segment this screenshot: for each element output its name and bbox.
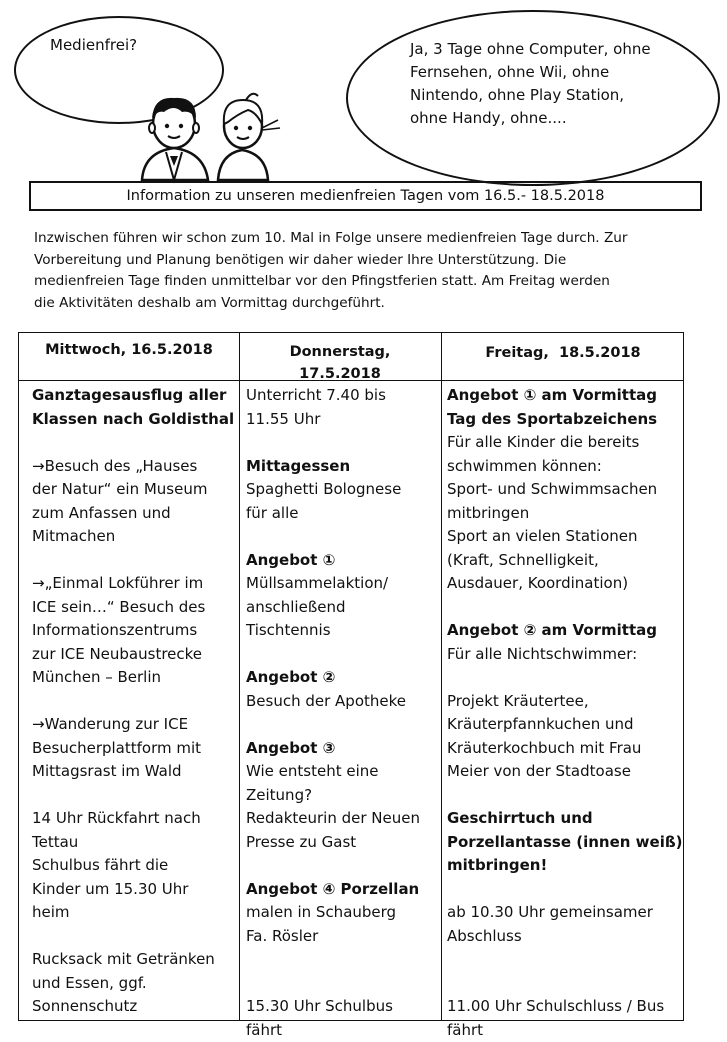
intro-line: medienfreien Tage finden unmittelbar vor den Pfingstferien statt. Am Freitag werden — [34, 271, 714, 293]
mittwoch-line: der Natur“ ein Museum — [32, 478, 234, 502]
freitag-line — [447, 878, 682, 902]
freitag-line: Geschirrtuch und — [447, 807, 682, 831]
donnerstag-line — [246, 525, 420, 549]
donnerstag-line: Müllsammelaktion/ — [246, 572, 420, 596]
intro-line: die Aktivitäten deshalb am Vormittag durchgeführt. — [34, 293, 714, 315]
donnerstag-line: Angebot ③ — [246, 737, 420, 761]
mittwoch-line: Mitmachen — [32, 525, 234, 549]
freitag-line: 11.00 Uhr Schulschluss / Bus — [447, 995, 682, 1019]
mittwoch-line — [32, 431, 234, 455]
donnerstag-line: Redakteurin der Neuen — [246, 807, 420, 831]
mittwoch-line: →Besuch des „Hauses — [32, 455, 234, 479]
freitag-line: fährt — [447, 1019, 682, 1042]
header-mittwoch: Mittwoch, 16.5.2018 — [19, 339, 239, 361]
mittwoch-line: und Essen, ggf. — [32, 972, 234, 996]
mittwoch-line: Ganztagesausflug aller — [32, 384, 234, 408]
mittwoch-line: Sonnenschutz — [32, 995, 234, 1019]
donnerstag-line: 15.30 Uhr Schulbus — [246, 995, 420, 1019]
donnerstag-line: 11.55 Uhr — [246, 408, 420, 432]
mittwoch-line: →Wanderung zur ICE — [32, 713, 234, 737]
freitag-line: Sport- und Schwimmsachen — [447, 478, 682, 502]
donnerstag-line: Angebot ② — [246, 666, 420, 690]
column-freitag — [447, 384, 682, 1042]
donnerstag-line: Spaghetti Bolognese — [246, 478, 420, 502]
donnerstag-line — [246, 854, 420, 878]
mittwoch-line: Schulbus fährt die — [32, 854, 234, 878]
mittwoch-line: zum Anfassen und — [32, 502, 234, 526]
donnerstag-line: malen in Schauberg — [246, 901, 420, 925]
speech-line: Ja, 3 Tage ohne Computer, ohne — [410, 38, 651, 61]
freitag-line: Sport an vielen Stationen — [447, 525, 682, 549]
mittwoch-line: zur ICE Neubaustrecke — [32, 643, 234, 667]
info-title-box — [29, 181, 702, 211]
mittwoch-line: Kinder um 15.30 Uhr — [32, 878, 234, 902]
freitag-line: (Kraft, Schnelligkeit, — [447, 549, 682, 573]
freitag-line: schwimmen können: — [447, 455, 682, 479]
freitag-line — [447, 972, 682, 996]
speech-line: Fernsehen, ohne Wii, ohne — [410, 61, 651, 84]
mittwoch-line: Mittagsrast im Wald — [32, 760, 234, 784]
freitag-line: Projekt Kräutertee, — [447, 690, 682, 714]
mittwoch-line: Informationszentrums — [32, 619, 234, 643]
mittwoch-line — [32, 925, 234, 949]
column-divider — [239, 333, 240, 1020]
donnerstag-line: Zeitung? — [246, 784, 420, 808]
freitag-line: ab 10.30 Uhr gemeinsamer — [447, 901, 682, 925]
speech-line: ohne Handy, ohne.... — [410, 107, 651, 130]
donnerstag-line: Tischtennis — [246, 619, 420, 643]
header-donnerstag-line1: Donnerstag, — [239, 341, 441, 363]
freitag-line — [447, 948, 682, 972]
mittwoch-line: →„Einmal Lokführer im — [32, 572, 234, 596]
freitag-line: Meier von der Stadtoase — [447, 760, 682, 784]
freitag-line: Für alle Kinder die bereits — [447, 431, 682, 455]
donnerstag-line — [246, 431, 420, 455]
donnerstag-line: Wie entsteht eine — [246, 760, 420, 784]
header-donnerstag-line2: 17.5.2018 — [239, 363, 441, 385]
freitag-line — [447, 784, 682, 808]
mittwoch-line — [32, 784, 234, 808]
column-divider — [441, 333, 442, 1020]
mittwoch-line: Rucksack mit Getränken — [32, 948, 234, 972]
donnerstag-line: Mittagessen — [246, 455, 420, 479]
donnerstag-line: Besuch der Apotheke — [246, 690, 420, 714]
speech-bubble-left-text: Medienfrei? — [50, 34, 137, 57]
children-illustration — [130, 90, 290, 185]
donnerstag-line: Presse zu Gast — [246, 831, 420, 855]
donnerstag-line — [246, 972, 420, 996]
header-donnerstag — [239, 341, 441, 385]
donnerstag-line: für alle — [246, 502, 420, 526]
freitag-line: Angebot ② am Vormittag — [447, 619, 682, 643]
column-mittwoch — [32, 384, 234, 1019]
schedule-table — [18, 332, 684, 1021]
mittwoch-line: München – Berlin — [32, 666, 234, 690]
freitag-line: mitbringen! — [447, 854, 682, 878]
freitag-line — [447, 666, 682, 690]
speech-line: Nintendo, ohne Play Station, — [410, 84, 651, 107]
donnerstag-line: anschließend — [246, 596, 420, 620]
mittwoch-line — [32, 690, 234, 714]
donnerstag-line: Unterricht 7.40 bis — [246, 384, 420, 408]
freitag-line: mitbringen — [447, 502, 682, 526]
donnerstag-line: Fa. Rösler — [246, 925, 420, 949]
mittwoch-line: Besucherplattform mit — [32, 737, 234, 761]
info-title: Information zu unseren medienfreien Tagen vom 16.5.- 18.5.2018 — [127, 188, 605, 204]
freitag-line: Kräuterkochbuch mit Frau — [447, 737, 682, 761]
freitag-line: Abschluss — [447, 925, 682, 949]
intro-line: Inzwischen führen wir schon zum 10. Mal in Folge unsere medienfreien Tage durch. Zur — [34, 228, 714, 250]
donnerstag-line — [246, 643, 420, 667]
header-freitag: Freitag, 18.5.2018 — [441, 342, 685, 364]
donnerstag-line: fährt — [246, 1019, 420, 1042]
donnerstag-line — [246, 713, 420, 737]
freitag-line: Tag des Sportabzeichens — [447, 408, 682, 432]
mittwoch-line — [32, 549, 234, 573]
freitag-line: Kräuterpfannkuchen und — [447, 713, 682, 737]
donnerstag-line — [246, 948, 420, 972]
mittwoch-line: Tettau — [32, 831, 234, 855]
freitag-line: Ausdauer, Koordination) — [447, 572, 682, 596]
intro-paragraph — [34, 228, 714, 314]
donnerstag-line: Angebot ④ Porzellan — [246, 878, 420, 902]
mittwoch-line: 14 Uhr Rückfahrt nach — [32, 807, 234, 831]
freitag-line — [447, 596, 682, 620]
freitag-line: Für alle Nichtschwimmer: — [447, 643, 682, 667]
column-donnerstag — [246, 384, 420, 1042]
intro-line: Vorbereitung und Planung benötigen wir daher wieder Ihre Unterstützung. Die — [34, 250, 714, 272]
mittwoch-line: ICE sein…“ Besuch des — [32, 596, 234, 620]
speech-bubble-right-text — [410, 38, 651, 130]
mittwoch-line: heim — [32, 901, 234, 925]
mittwoch-line: Klassen nach Goldisthal — [32, 408, 234, 432]
donnerstag-line: Angebot ① — [246, 549, 420, 573]
freitag-line: Porzellantasse (innen weiß) — [447, 831, 682, 855]
freitag-line: Angebot ① am Vormittag — [447, 384, 682, 408]
